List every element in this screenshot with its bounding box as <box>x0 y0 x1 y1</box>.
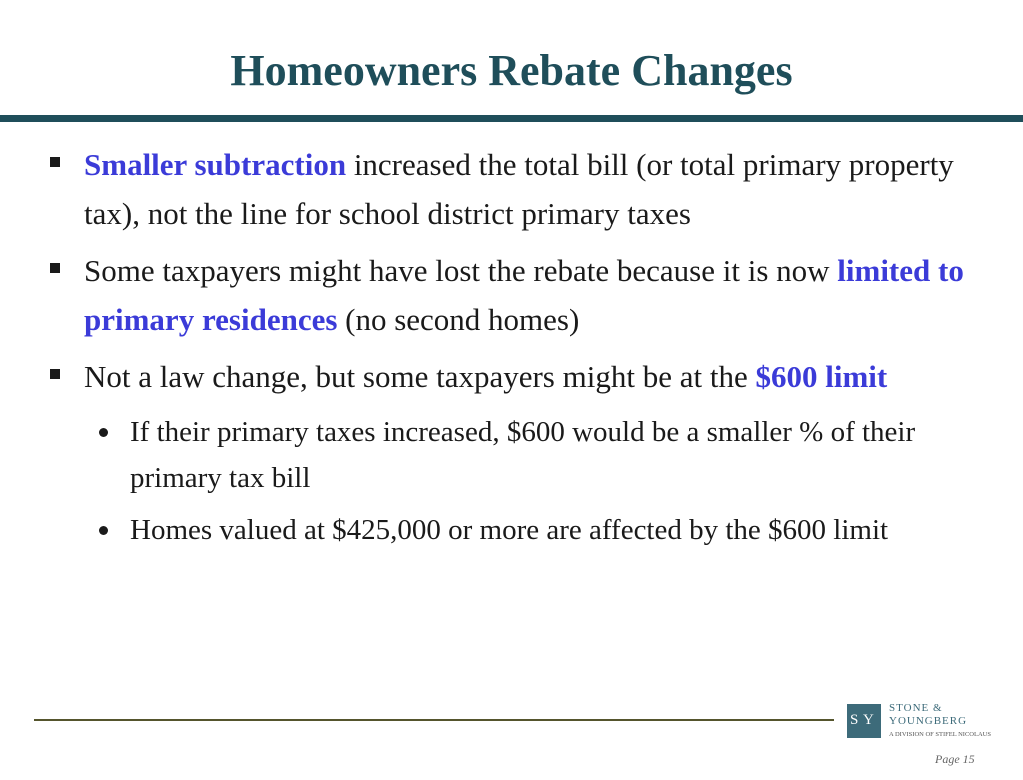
square-bullet-icon <box>50 157 60 167</box>
company-logo <box>847 702 997 742</box>
bullet-3 <box>40 352 990 401</box>
logo-line-1: STONE & <box>889 702 943 714</box>
bullet-2-highlight: limited to primary residences <box>84 253 964 337</box>
bullet-2 <box>40 246 990 344</box>
logo-initial-y: Y <box>863 712 874 728</box>
logo-initial-s: S <box>850 712 859 728</box>
sub-bullet-2-text: Homes valued at $425,000 or more are affected by the $600 limit <box>130 514 889 546</box>
square-bullet-icon <box>50 263 60 273</box>
logo-tagline: A DIVISION OF STIFEL NICOLAUS <box>889 731 991 738</box>
round-bullet-icon <box>99 526 108 535</box>
square-bullet-icon <box>50 369 60 379</box>
logo-wordmark <box>889 702 991 741</box>
sub-bullet-1-text: If their primary taxes increased, $600 would be a smaller % of their primary tax bill <box>130 416 916 494</box>
page-number: Page 15 <box>935 752 975 766</box>
bullet-3-highlight: $600 limit <box>755 359 888 394</box>
bullet-1 <box>40 140 990 238</box>
bullet-2-text-before: Some taxpayers might have lost the rebate because it is now <box>84 253 838 288</box>
bullet-3-text: Not a law change, but some taxpayers might be at the <box>84 359 756 394</box>
bullet-1-text: increased the total bill (or total primary property tax), not the line for school district primary taxes <box>84 147 954 231</box>
sub-bullet-1 <box>40 409 990 501</box>
slide-content <box>40 140 990 559</box>
title-divider <box>0 115 1023 122</box>
round-bullet-icon <box>99 428 108 437</box>
logo-mark-icon <box>847 704 881 738</box>
logo-line-2: YOUNGBERG <box>889 715 968 727</box>
sub-bullet-2 <box>40 507 990 553</box>
slide-title: Homeowners Rebate Changes <box>230 46 793 95</box>
bullet-1-highlight: Smaller subtraction <box>84 147 347 182</box>
footer-divider <box>34 719 834 721</box>
bullet-2-text-after: (no second homes) <box>337 302 580 337</box>
